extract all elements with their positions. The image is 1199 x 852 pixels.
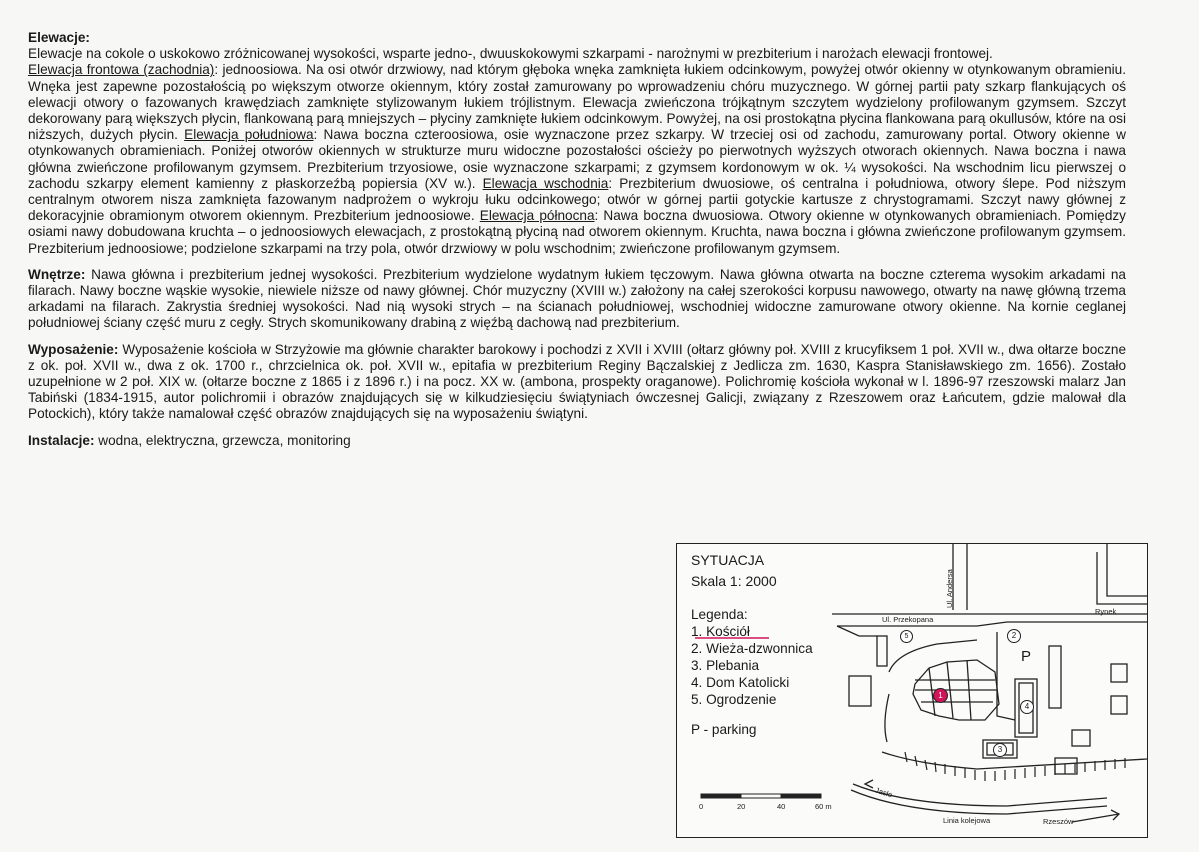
label-railway: Linia kolejowa [943, 816, 991, 825]
heading-wnetrze: Wnętrze: [28, 266, 86, 282]
text-south-elevation: : Nawa boczna czteroosiowa, osie wyznaczone przez szkarpy. W trzeciej osi od zachodu, zamurowany portal. Otwory okienne w otynkowanych obramieniach. Poniżej otworów okiennych w strukturze muru widoczne pozostałości ościeży po pierwotnych wyższych otworach okiennych. Nawa boczna i nawa główna zwieńczone profilowanym gzymsem. Prezbiterium trzyosiowe, osie wyznaczone szkarpami; z gzymsem kordonowym w ok. ¼ wysokości. Na wschodnim licu pierwszej o zachodu szkarpy element kamienny z płaskorzeźbą popiersia (XV w.). [28, 127, 1126, 191]
scale-tick-60: 60 m [815, 802, 832, 811]
text-front-elevation: : jednoosiowa. Na osi otwór drzwiowy, nad którym głęboka wnęka zamknięta łukiem odcinkowym, powyżej otwór okienny w otynkowanym obramieniu. Wnęka jest zapewne pozostałością po większym otworze okiennym, który został zamurowany po wprowadzeniu chóru muzycznego. W górnej partii paty szkarp flankujących oś elewacji otwory o fazowanych krawędziach zamknięte stylizowanym łukiem trójlistnym. Elewacja zwieńczona trójkątnym szczytem wydzielony profilowanym gzymsem. Szczyt dekorowany parą większych płycin, flankowaną parą mniejszych – płyciny zamknięte łukiem odcinkowym. Powyżej, na osi prostokątna płycina flankowana parą okullusów, które na osi niższych, dużych płycin. [28, 62, 1126, 143]
text-wyposazenie: Wyposażenie kościoła w Strzyżowie ma głównie charakter barokowy i pochodzi z XVII i XVIII (ołtarz główny poł. XVIII z krucyfiksem 1 poł. XVII w., dwa ołtarze boczne z ok. poł. XVII w., dwa z ok. 1700 r., chrzcielnica ok. poł. XVII w., epitafia w prezbiterium Reginy Bączalskiej z Jedlicza zm. 1630, Kaspra Stanisławskiego zm. 1656). Zostało uzupełnione w 2 poł. XIX w. (ołtarze boczne z 1865 i z 1896 r.) i na pocz. XX w. (ambona, prospekty oraganowe). Polichromię kościoła wykonał w l. 1896-97 rzeszowski malarz Jan Tabiński (1834-1915, autor polichromii i obrazów znajdujących się w kilkudziesięciu świątyniach ówczesnej Galicji, związany z Rzeszowem oraz Łańcutem, gdzie malował dla Potockich), który także namalował część obrazów znajdujących się na wyposażeniu świątyni. [28, 341, 1126, 422]
heading-instalacje: Instalacje: [28, 432, 95, 448]
section-wyposazenie [28, 342, 1126, 423]
marker-bell-tower: 2 [1007, 629, 1021, 643]
legend-title: Legenda: [691, 607, 748, 622]
legend-item-catholic-house: 4. Dom Katolicki [691, 675, 790, 690]
label-rzeszow: Rzeszów [1043, 817, 1074, 826]
legend-item-bell-tower: 2. Wieża-dzwonnica [691, 641, 813, 656]
legend-item-fence: 5. Ogrodzenie [691, 692, 777, 707]
legend-parking: P - parking [691, 722, 757, 737]
map-scale: Skala 1: 2000 [691, 573, 777, 589]
marker-fence: 5 [900, 630, 913, 643]
label-south-elevation: Elewacja południowa [184, 127, 314, 143]
legend-item-rectory: 3. Plebania [691, 658, 760, 673]
marker-catholic-house: 4 [1020, 700, 1034, 714]
legend-item-church: 1. Kościół [691, 624, 750, 639]
label-east-elevation: Elewacja wschodnia [482, 175, 609, 191]
text-instalacje: wodna, elektryczna, grzewcza, monitoring [94, 432, 351, 448]
map-title: SYTUACJA [691, 552, 765, 568]
label-parking-marker: P [1021, 648, 1032, 665]
text-north-elevation: : Nawa boczna dwuosiowa. Otwory okienne w otynkowanych obramieniach. Pomiędzy osiami nawy dobudowana kruchta – o jednoosiowych elewacjach, z prostokątną płyciną nad otworem okiennym. Kruchta, nawa boczna i główna zwieńczone profilowanym gzymsem. Prezbiterium jednoosiowe; podzielone szkarpami na trzy pola, otwór drzwiowy w polu wschodnim; zwieńczone profilowanym gzymsem. [28, 208, 1126, 256]
label-front-elevation: Elewacja frontowa (zachodnia) [28, 62, 215, 78]
label-rynek: Rynek [1095, 607, 1117, 616]
label-jaslo: Jasło [874, 785, 894, 800]
scale-tick-40: 40 [777, 802, 786, 811]
marker-rectory: 3 [993, 743, 1007, 757]
scale-tick-20: 20 [737, 802, 746, 811]
label-street-przekopana: Ul. Przekopana [882, 615, 934, 624]
section-wnetrze [28, 267, 1126, 332]
heading-elewacje: Elewacje: [28, 30, 90, 45]
site-plan-map [676, 543, 1148, 838]
description-text [28, 30, 1126, 459]
text-east-elevation: : Prezbiterium dwuosiowe, oś centralna i południowa, otwory ślepe. Pod niższym centralnym otworem nisza zamknięta fazowanym nadprożem o wykroju łuku odcinkowego; otwór w górnej partii gotyckie kartusze z chrystogramami. Szczyt nawy głównej z dekoracyjnie obramionym otworem okiennym. Prezbiterium jednoosiowe. [28, 175, 1126, 224]
section-elewacje [28, 30, 1126, 257]
heading-wyposazenie: Wyposażenie: [28, 341, 119, 357]
scale-tick-0: 0 [699, 802, 704, 811]
label-street-andersa: Ul. Andersa [945, 569, 954, 608]
text-wnetrze: Nawa główna i prezbiterium jednej wysokości. Prezbiterium wydzielone wydatnym łukiem tęczowym. Nawa główna otwarta na boczne czterema wysokim arkadami na filarach. Nawy boczne wąskie wysokie, niewiele niższe od nawy głównej. Chór muzyczny (XVIII w.) założony na całej szerokości korpusu nawowego, otwarty na nawę główną trzema arkadami na filarach. Zakrystia średniej wysokości. Nad nią wysoki strych – na ścianach południowej, wschodniej widoczne zamurowane otwory okienne. Na kornie ceglanej południowej ściany część muru z cegły. Strych skomunikowany drabiną z więźbą dachową nad prezbiterium. [28, 266, 1126, 331]
map-legend [691, 606, 813, 738]
elewacje-intro: Elewacje na cokole o uskokowo zróżnicowanej wysokości, wsparte jedno-, dwuuskokowymi szkarpami - narożnymi w prezbiterium i narożach elewacji frontowej. [28, 46, 993, 62]
marker-church: 1 [933, 688, 948, 703]
section-instalacje [28, 433, 648, 449]
label-north-elevation: Elewacja północna [479, 208, 595, 224]
